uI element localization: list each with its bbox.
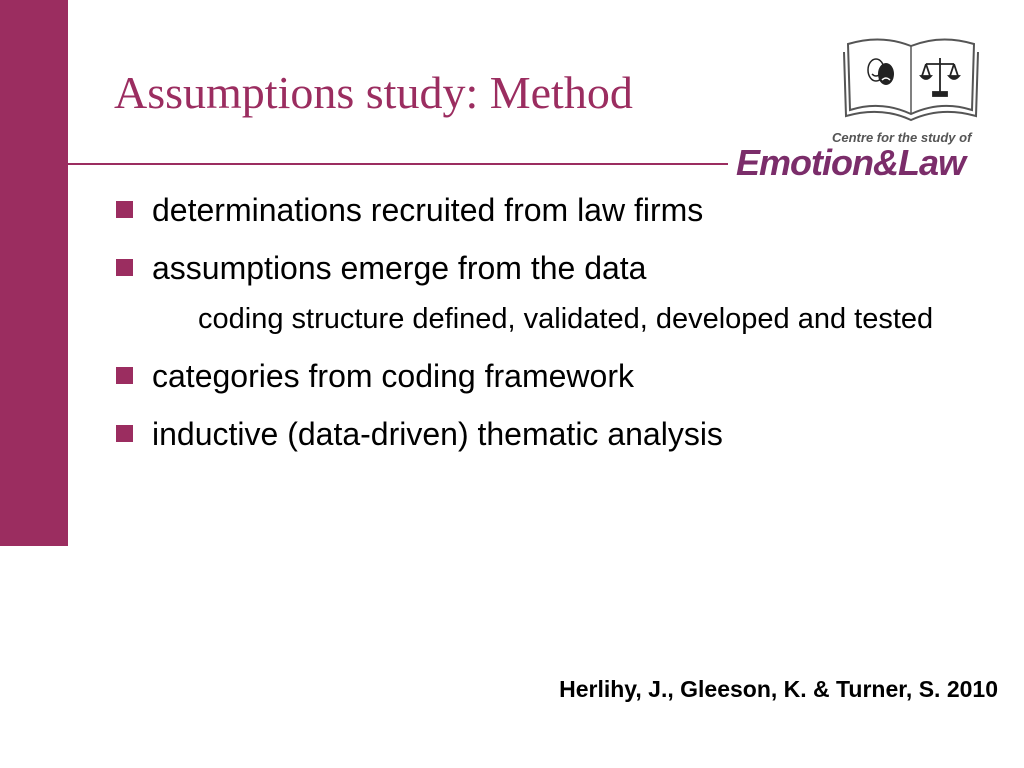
citation: Herlihy, J., Gleeson, K. & Turner, S. 2010	[559, 676, 998, 702]
bullet-text: inductive (data-driven) thematic analysis	[152, 416, 723, 452]
square-bullet-icon	[116, 425, 133, 442]
title-divider	[68, 163, 728, 165]
left-accent-bar	[0, 0, 68, 546]
bullet-item	[114, 188, 994, 233]
slide-title: Assumptions study: Method	[114, 67, 633, 118]
bullet-list	[114, 188, 994, 470]
bullet-item	[114, 354, 994, 399]
square-bullet-icon	[116, 259, 133, 276]
logo-tagline: Centre for the study of	[832, 130, 972, 145]
bullet-text: assumptions emerge from the data	[152, 250, 647, 286]
sub-bullet-text: coding structure defined, validated, developed and tested	[198, 303, 934, 335]
bullet-item	[114, 412, 994, 457]
sub-bullet-item	[198, 298, 958, 340]
square-bullet-icon	[116, 201, 133, 218]
logo-name: Emotion&Law	[736, 142, 965, 183]
bullet-text: categories from coding framework	[152, 358, 634, 394]
bullet-item	[114, 246, 994, 291]
emotion-law-logo	[732, 30, 992, 183]
bullet-text: determinations recruited from law firms	[152, 192, 704, 228]
square-bullet-icon	[116, 367, 133, 384]
book-icon	[836, 30, 986, 130]
